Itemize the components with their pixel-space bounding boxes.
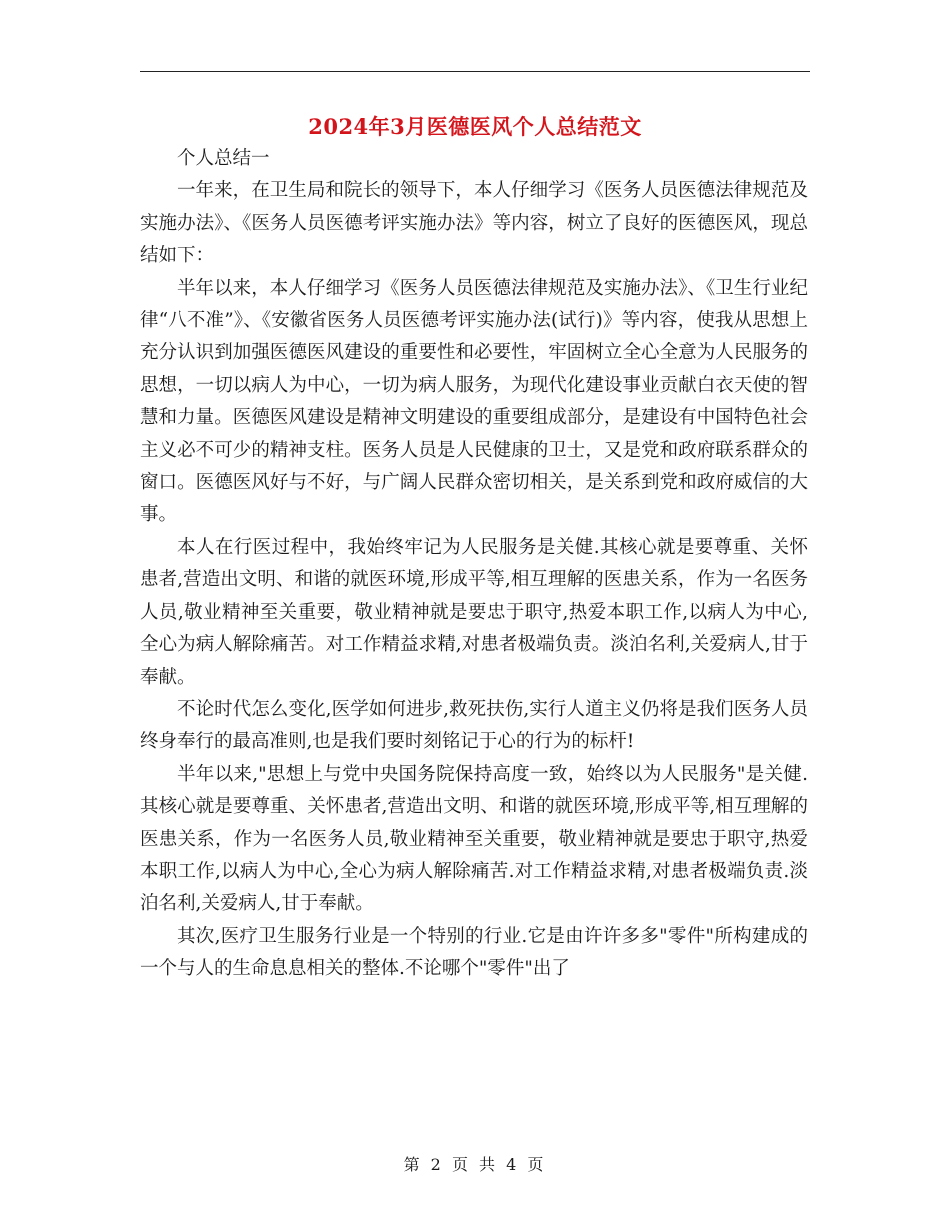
page-number: 第 2 页 共 4 页 [403, 1155, 547, 1174]
paragraph: 半年以来，本人仔细学习《医务人员医德法律规范及实施办法》、《卫生行业纪律“八不准”》、《安徽省医务人员医德考评实施办法(试行)》等内容，使我从思想上充分认识到加强医德医风建设的重要性和必要性，牢固树立全心全意为人民服务的思想，一切以病人为中心，一切为病人服务，为现代化建设事业贡献白衣天使的智慧和力量。医德医风建设是精神文明建设的重要组成部分，是建设有中国特色社会主义必不可少的精神支柱。医务人员是人民健康的卫士，又是党和政府联系群众的窗口。医德医风好与不好，与广阔人民群众密切相关，是关系到党和政府威信的大事。 [140, 277, 808, 526]
section-heading: 个人总结一 [177, 148, 270, 169]
paragraph: 不论时代怎么变化,医学如何进步,救死扶伤,实行人道主义仍将是我们医务人员终身奉行的最高准则,也是我们要时刻铭记于心的行为的标杆! [140, 698, 808, 753]
header-rule [140, 71, 810, 72]
paragraph: 其次,医疗卫生服务行业是一个特别的行业.它是由许许多多"零件"所构建成的一个与人的生命息息相关的整体.不论哪个"零件"出了 [140, 925, 808, 980]
paragraph: 半年以来,"思想上与党中央国务院保持高度一致，始终以为人民服务"是关健.其核心就是要尊重、关怀患者,营造出文明、和谐的就医环境,形成平等,相互理解的医患关系，作为一名医务人员,敬业精神至关重要，敬业精神就是要忠于职守,热爱本职工作,以病人为中心,全心为病人解除痛苦.对工作精益求精,对患者极端负责.淡泊名利,关爱病人,甘于奉献。 [140, 763, 808, 915]
document-title: 2024年3月医德医风个人总结范文 [308, 114, 642, 139]
paragraph: 一年来，在卫生局和院长的领导下，本人仔细学习《医务人员医德法律规范及实施办法》、《医务人员医德考评实施办法》等内容，树立了良好的医德医风，现总结如下： [140, 180, 808, 267]
document-body [140, 143, 808, 986]
paragraph: 本人在行医过程中，我始终牢记为人民服务是关健.其核心就是要尊重、关怀患者,营造出文明、和谐的就医环境,形成平等,相互理解的医患关系，作为一名医务人员,敬业精神至关重要，敬业精神就是要忠于职守,热爱本职工作,以病人为中心,全心为病人解除痛苦。对工作精益求精,对患者极端负责。淡泊名利,关爱病人,甘于奉献。 [140, 536, 808, 688]
